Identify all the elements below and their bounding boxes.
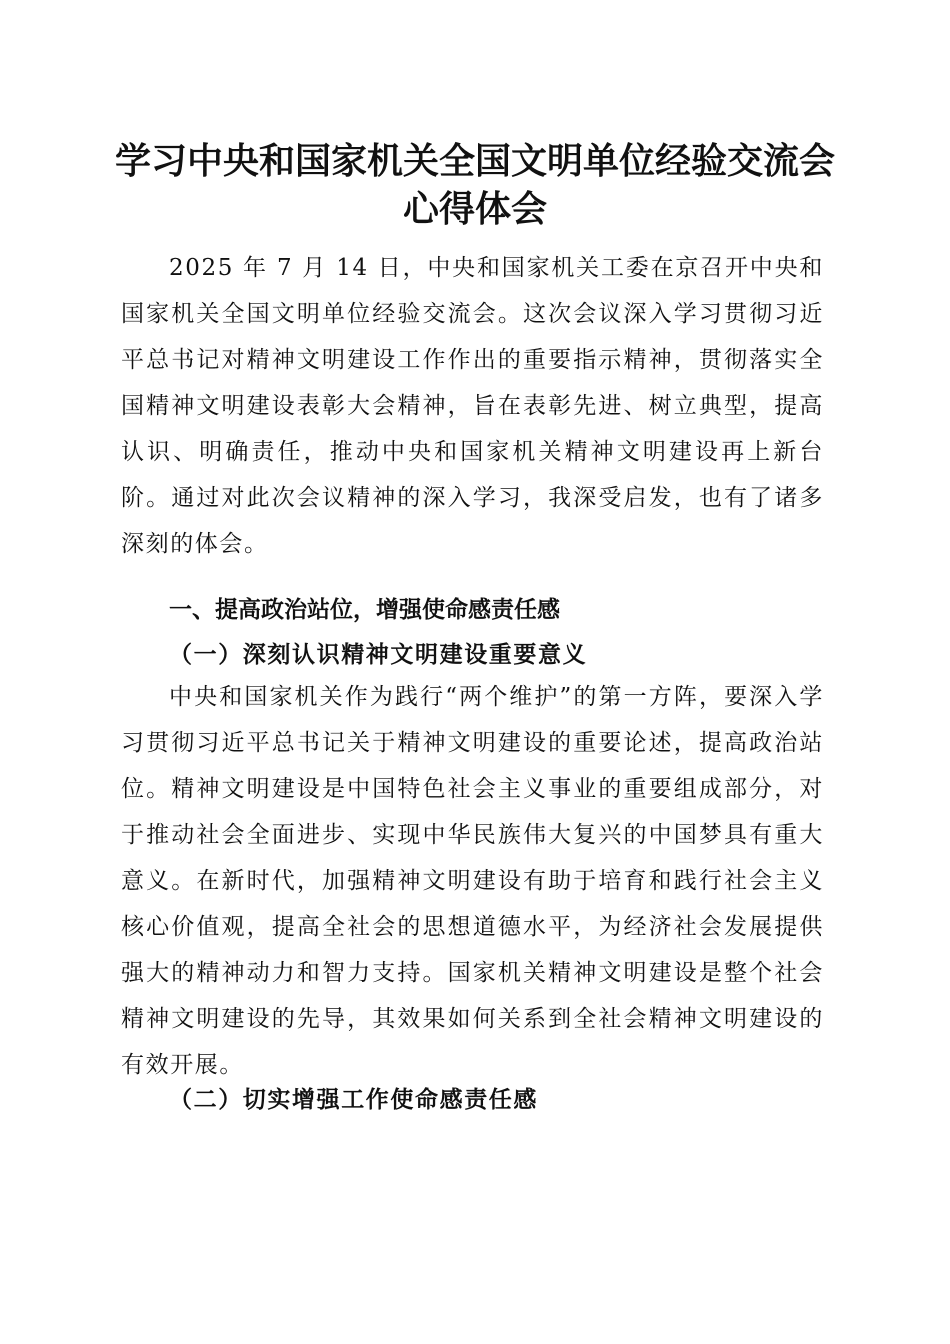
document-title-line-1: 学习中央和国家机关全国文明单位经验交流会 bbox=[114, 140, 835, 182]
document-title-line-2: 心得体会 bbox=[402, 188, 547, 230]
section-1-heading: 一、提高政治站位，增强使命感责任感 bbox=[169, 597, 560, 623]
subsection-1-paragraph: 中央和国家机关作为践行“两个维护”的第一方阵，要深入学习贯彻习近平总书记关于精神文明建设的重要论述，提高政治站位。精神文明建设是中国特色社会主义事业的重要组成部分，对于推动社会全面进步、实现中华民族伟大复兴的中国梦具有重大意义。在新时代，加强精神文明建设有助于培育和践行社会主义核心价值观，提高全社会的思想道德水平，为经济社会发展提供强大的精神动力和智力支持。国家机关精神文明建设是整个社会精神文明建设的先导，其效果如何关系到全社会精神文明建设的有效开展。 bbox=[121, 684, 824, 1078]
subsection-1-heading: （一）深刻认识精神文明建设重要意义 bbox=[169, 641, 588, 668]
intro-paragraph: 2025 年 7 月 14 日，中央和国家机关工委在京召开中央和国家机关全国文明单位经验交流会。这次会议深入学习贯彻习近平总书记对精神文明建设工作作出的重要指示精神，贯彻落实全国精神文明建设表彰大会精神，旨在表彰先进、树立典型，提高认识、明确责任，推动中央和国家机关精神文明建设再上新台阶。通过对此次会议精神的深入学习，我深受启发，也有了诸多深刻的体会。 bbox=[121, 255, 824, 557]
subsection-2-heading: （二）切实增强工作使命感责任感 bbox=[169, 1086, 538, 1113]
